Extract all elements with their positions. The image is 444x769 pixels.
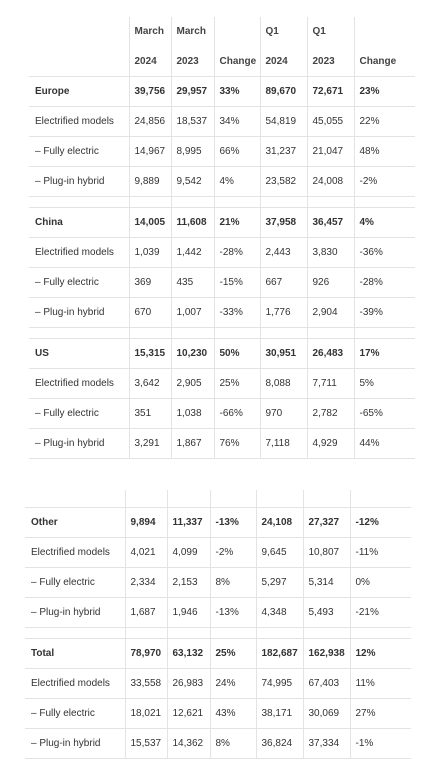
value-cell-col2: 14,362 [167,729,210,759]
section-spacer [29,328,415,339]
value-cell-col6: 48% [354,137,415,167]
value-cell-col5: 21,047 [307,137,354,167]
value-cell-col1: 3,291 [129,429,171,459]
value-cell-col5: 4,929 [307,429,354,459]
lower-table-body [25,508,411,759]
value-cell-col1: 369 [129,268,171,298]
value-cell-col4: 54,819 [260,107,307,137]
value-cell-col6: -12% [350,508,411,538]
region-total-row [29,339,415,369]
table-row [25,669,411,699]
value-cell-col1: 9,889 [129,167,171,197]
header-col5-bottom: 2023 [307,47,354,77]
value-cell-col3: 24% [210,669,256,699]
value-cell-col1: 3,642 [129,369,171,399]
value-cell-col3: -13% [210,508,256,538]
value-cell-col3: 21% [214,208,260,238]
row-label: Other [25,508,125,538]
value-cell-col3: 66% [214,137,260,167]
value-cell-col1: 15,537 [125,729,167,759]
table-row [29,167,415,197]
value-cell-col3: -15% [214,268,260,298]
value-cell-col5: 24,008 [307,167,354,197]
value-cell-col4: 4,348 [256,598,303,628]
row-label: – Plug-in hybrid [25,598,125,628]
value-cell-col2: 2,153 [167,568,210,598]
value-cell-col3: -2% [210,538,256,568]
value-cell-col6: 4% [354,208,415,238]
value-cell-col3: -33% [214,298,260,328]
row-label: Electrified models [29,238,129,268]
value-cell-col5: 27,327 [303,508,350,538]
value-cell-col6: 22% [354,107,415,137]
value-cell-col2: 1,946 [167,598,210,628]
value-cell-col1: 39,756 [129,77,171,107]
header-col4-top: Q1 [260,17,307,47]
table-row [25,538,411,568]
value-cell-col1: 18,021 [125,699,167,729]
value-cell-col5: 67,403 [303,669,350,699]
value-cell-col2: 11,337 [167,508,210,538]
value-cell-col1: 1,039 [129,238,171,268]
table-row [29,268,415,298]
header-col2-bottom: 2023 [171,47,214,77]
value-cell-col1: 33,558 [125,669,167,699]
table-row [25,699,411,729]
header-col6-top [354,17,415,47]
value-cell-col1: 4,021 [125,538,167,568]
table-row [29,107,415,137]
header-row-top [29,17,415,47]
value-cell-col3: 76% [214,429,260,459]
value-cell-col5: 72,671 [307,77,354,107]
value-cell-col2: 63,132 [167,639,210,669]
value-cell-col6: 0% [350,568,411,598]
table-row [29,137,415,167]
value-cell-col4: 970 [260,399,307,429]
table-row [29,369,415,399]
value-cell-col6: -11% [350,538,411,568]
header-empty-cell [29,17,129,47]
value-cell-col4: 5,297 [256,568,303,598]
value-cell-col6: 17% [354,339,415,369]
value-cell-col3: -28% [214,238,260,268]
value-cell-col4: 23,582 [260,167,307,197]
value-cell-col6: -39% [354,298,415,328]
value-cell-col5: 5,493 [303,598,350,628]
region-total-row [25,639,411,669]
value-cell-col2: 10,230 [171,339,214,369]
value-cell-col4: 2,443 [260,238,307,268]
value-cell-col5: 10,807 [303,538,350,568]
value-cell-col3: 34% [214,107,260,137]
header-col5-top: Q1 [307,17,354,47]
value-cell-col4: 9,645 [256,538,303,568]
value-cell-col4: 30,951 [260,339,307,369]
value-cell-col2: 11,608 [171,208,214,238]
table-row [29,399,415,429]
value-cell-col1: 15,315 [129,339,171,369]
value-cell-col1: 78,970 [125,639,167,669]
value-cell-col1: 14,967 [129,137,171,167]
header-col2-top: March [171,17,214,47]
value-cell-col5: 45,055 [307,107,354,137]
value-cell-col2: 2,905 [171,369,214,399]
value-cell-col3: 33% [214,77,260,107]
value-cell-col2: 1,867 [171,429,214,459]
value-cell-col5: 30,069 [303,699,350,729]
row-label: – Plug-in hybrid [29,429,129,459]
table-row [25,568,411,598]
value-cell-col3: -13% [210,598,256,628]
sales-table-upper [29,17,415,459]
value-cell-col4: 89,670 [260,77,307,107]
value-cell-col1: 2,334 [125,568,167,598]
value-cell-col6: -28% [354,268,415,298]
value-cell-col6: 44% [354,429,415,459]
value-cell-col3: 4% [214,167,260,197]
value-cell-col2: 435 [171,268,214,298]
value-cell-col4: 37,958 [260,208,307,238]
table-row [29,238,415,268]
value-cell-col1: 351 [129,399,171,429]
region-total-row [29,208,415,238]
value-cell-col4: 31,237 [260,137,307,167]
value-cell-col2: 1,442 [171,238,214,268]
value-cell-col5: 26,483 [307,339,354,369]
value-cell-col5: 2,904 [307,298,354,328]
header-empty-cell [29,47,129,77]
header-col6-bottom: Change [354,47,415,77]
value-cell-col1: 670 [129,298,171,328]
table-row [29,298,415,328]
value-cell-col3: 8% [210,568,256,598]
value-cell-col5: 5,314 [303,568,350,598]
value-cell-col3: 8% [210,729,256,759]
value-cell-col6: -65% [354,399,415,429]
value-cell-col5: 7,711 [307,369,354,399]
row-label: Europe [29,77,129,107]
value-cell-col1: 1,687 [125,598,167,628]
value-cell-col3: 25% [210,639,256,669]
header-col3-bottom: Change [214,47,260,77]
value-cell-col4: 74,995 [256,669,303,699]
row-label: Electrified models [29,369,129,399]
row-label: US [29,339,129,369]
sales-table-lower [25,490,411,759]
row-label: Electrified models [29,107,129,137]
value-cell-col6: 27% [350,699,411,729]
value-cell-col2: 1,038 [171,399,214,429]
value-cell-col5: 162,938 [303,639,350,669]
value-cell-col2: 4,099 [167,538,210,568]
value-cell-col2: 18,537 [171,107,214,137]
value-cell-col4: 38,171 [256,699,303,729]
upper-table-body [29,77,415,459]
region-total-row [25,508,411,538]
value-cell-col6: -36% [354,238,415,268]
value-cell-col6: -1% [350,729,411,759]
row-label: – Fully electric [29,399,129,429]
row-label: Electrified models [25,669,125,699]
value-cell-col6: 5% [354,369,415,399]
header-col1-top: March [129,17,171,47]
value-cell-col3: 25% [214,369,260,399]
value-cell-col4: 7,118 [260,429,307,459]
row-label: Total [25,639,125,669]
row-label: – Plug-in hybrid [29,167,129,197]
value-cell-col6: 12% [350,639,411,669]
row-label: – Fully electric [29,268,129,298]
value-cell-col3: -66% [214,399,260,429]
table-row [29,429,415,459]
header-col3-top [214,17,260,47]
value-cell-col1: 24,856 [129,107,171,137]
header-col4-bottom: 2024 [260,47,307,77]
value-cell-col2: 12,621 [167,699,210,729]
value-cell-col3: 43% [210,699,256,729]
value-cell-col6: 23% [354,77,415,107]
value-cell-col2: 9,542 [171,167,214,197]
value-cell-col5: 3,830 [307,238,354,268]
value-cell-col5: 2,782 [307,399,354,429]
table-row [25,729,411,759]
value-cell-col2: 1,007 [171,298,214,328]
value-cell-col1: 9,894 [125,508,167,538]
value-cell-col6: -21% [350,598,411,628]
value-cell-col4: 667 [260,268,307,298]
row-label: Electrified models [25,538,125,568]
value-cell-col6: -2% [354,167,415,197]
row-label: – Fully electric [25,699,125,729]
header-row-bottom [29,47,415,77]
table-row [25,598,411,628]
row-label: China [29,208,129,238]
header-col1-bottom: 2024 [129,47,171,77]
value-cell-col4: 8,088 [260,369,307,399]
value-cell-col5: 36,457 [307,208,354,238]
section-spacer [29,197,415,208]
lower-table-top-spacer [25,490,411,508]
value-cell-col2: 26,983 [167,669,210,699]
value-cell-col4: 24,108 [256,508,303,538]
value-cell-col1: 14,005 [129,208,171,238]
region-total-row [29,77,415,107]
row-label: – Fully electric [29,137,129,167]
value-cell-col5: 926 [307,268,354,298]
value-cell-col6: 11% [350,669,411,699]
section-spacer [25,628,411,639]
value-cell-col5: 37,334 [303,729,350,759]
value-cell-col2: 29,957 [171,77,214,107]
value-cell-col2: 8,995 [171,137,214,167]
row-label: – Fully electric [25,568,125,598]
value-cell-col3: 50% [214,339,260,369]
row-label: – Plug-in hybrid [25,729,125,759]
value-cell-col4: 1,776 [260,298,307,328]
value-cell-col4: 36,824 [256,729,303,759]
value-cell-col4: 182,687 [256,639,303,669]
row-label: – Plug-in hybrid [29,298,129,328]
